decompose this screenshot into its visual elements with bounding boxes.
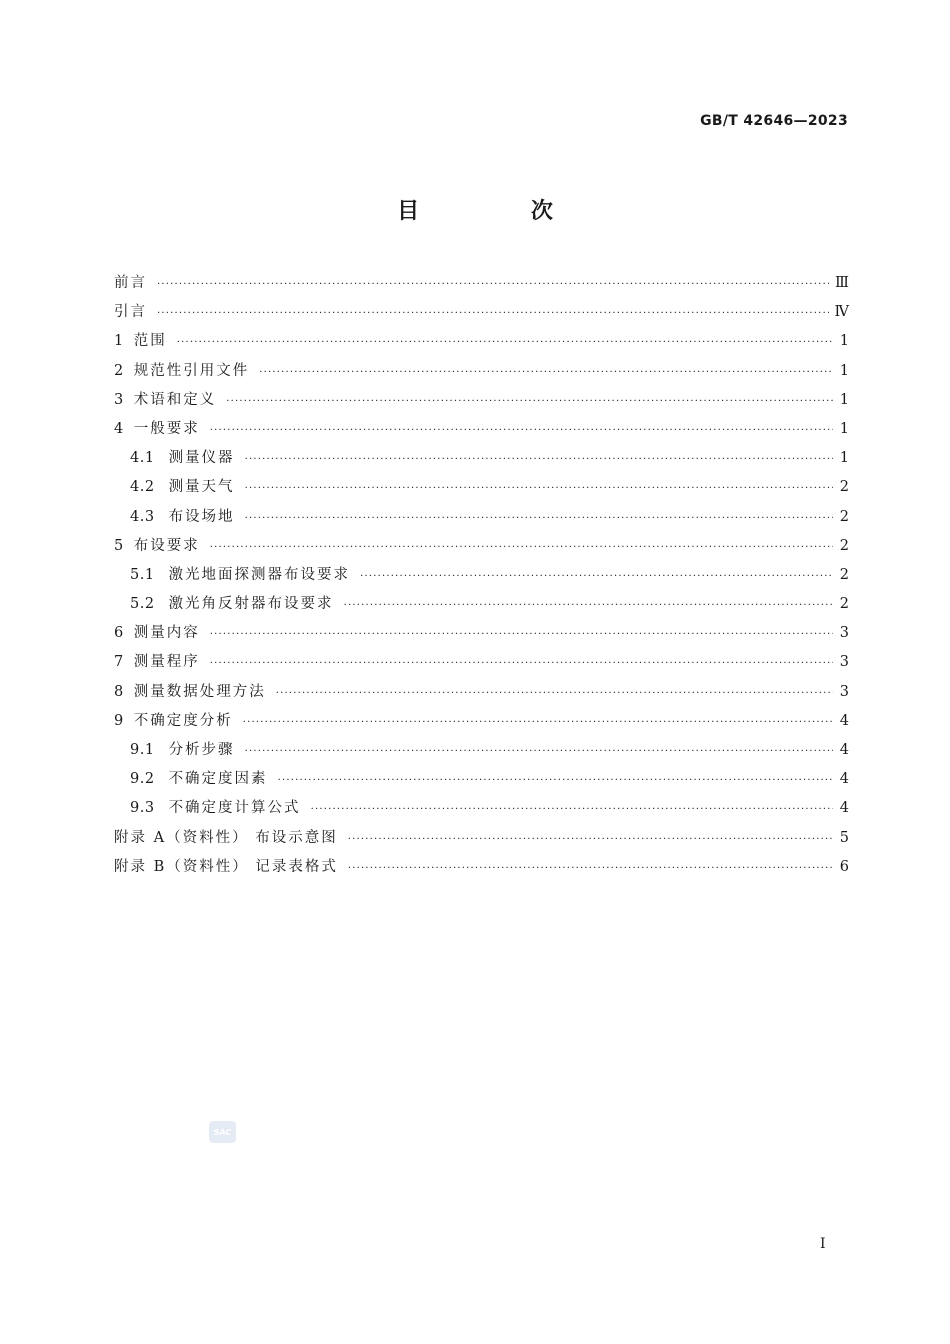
toc-entry[interactable]	[114, 736, 849, 765]
dot-leader	[278, 766, 833, 795]
toc-entry-label: 激光角反射器布设要求	[168, 596, 334, 613]
toc-entry-page: 2	[839, 596, 849, 613]
dot-leader	[360, 562, 833, 591]
dot-leader	[245, 445, 833, 474]
toc-entry[interactable]	[114, 853, 849, 882]
toc-entry-label: 分析步骤	[168, 742, 235, 758]
toc-entry-page: 2	[839, 537, 849, 554]
dot-leader	[210, 620, 833, 649]
toc-entry-label: 术语和定义	[133, 391, 217, 408]
toc-entry-number: 9.1	[130, 742, 155, 758]
toc-entry-number: 9	[114, 712, 124, 729]
toc-entry-page: 3	[839, 683, 849, 700]
toc-title: 目 次	[397, 199, 605, 224]
toc-entry-page: 4	[839, 742, 849, 758]
toc-entry-label: 测量内容	[133, 625, 200, 642]
toc-entry-label: 布设要求	[133, 537, 200, 554]
toc-entry-label: 附录 A（资料性） 布设示意图	[114, 829, 338, 846]
toc-entry-number: 5	[114, 537, 124, 554]
dot-leader	[259, 358, 833, 387]
toc-entry-number: 7	[114, 654, 124, 671]
dot-leader	[177, 328, 833, 357]
dot-leader	[348, 825, 833, 854]
toc-entry-page: 2	[839, 566, 849, 583]
toc-entry-label: 不确定度计算公式	[168, 800, 301, 817]
toc-entry-number: 4	[114, 420, 124, 437]
dot-leader	[210, 649, 833, 678]
toc-entry-label: 布设场地	[168, 508, 235, 525]
toc-entry-label: 不确定度因素	[168, 771, 268, 788]
dot-leader	[210, 533, 833, 562]
toc-entry[interactable]	[114, 503, 849, 532]
toc-entry-page: 1	[839, 391, 849, 408]
toc-entry[interactable]	[114, 357, 849, 386]
dot-leader	[157, 270, 829, 299]
toc-entry-number: 5.2	[130, 596, 155, 613]
toc-entry-number: 2	[114, 362, 124, 379]
page-folio: Ⅰ	[820, 1236, 826, 1252]
toc-entry-number: 4.2	[130, 479, 155, 496]
dot-leader	[245, 737, 833, 766]
toc-entry-label: 规范性引用文件	[133, 362, 250, 379]
table-of-contents	[114, 269, 849, 882]
toc-entry[interactable]	[114, 765, 849, 794]
toc-entry-label: 范围	[133, 333, 167, 350]
toc-entry-number: 5.1	[130, 566, 155, 583]
toc-entry-page: 4	[839, 771, 849, 788]
toc-entry-label: 激光地面探测器布设要求	[168, 566, 351, 583]
toc-entry-label: 测量数据处理方法	[133, 683, 266, 700]
toc-entry-page: 5	[839, 829, 849, 846]
dot-leader	[348, 854, 833, 883]
toc-entry-page: 1	[839, 333, 849, 350]
toc-entry-page: Ⅲ	[835, 275, 849, 291]
toc-entry[interactable]	[114, 678, 849, 707]
toc-entry-page: 4	[839, 800, 849, 817]
toc-entry-label: 引言	[114, 304, 147, 321]
toc-entry-label: 前言	[114, 275, 147, 291]
toc-entry-label: 不确定度分析	[133, 712, 233, 729]
toc-entry-page: 2	[839, 508, 849, 525]
toc-entry-label: 测量程序	[133, 654, 200, 671]
toc-entry[interactable]	[114, 298, 849, 327]
dot-leader	[344, 591, 833, 620]
toc-entry[interactable]	[114, 327, 849, 356]
toc-entry-page: Ⅳ	[834, 304, 849, 321]
toc-entry-number: 4.1	[130, 450, 155, 467]
toc-entry-label: 测量仪器	[168, 450, 235, 467]
toc-entry[interactable]	[114, 619, 849, 648]
toc-entry-page: 4	[839, 712, 849, 729]
toc-entry[interactable]	[114, 532, 849, 561]
toc-entry-page: 1	[839, 420, 849, 437]
toc-entry[interactable]	[114, 824, 849, 853]
dot-leader	[157, 299, 829, 328]
toc-entry[interactable]	[114, 415, 849, 444]
toc-entry[interactable]	[114, 707, 849, 736]
dot-leader	[245, 504, 833, 533]
toc-entry[interactable]	[114, 444, 849, 473]
dot-leader	[210, 416, 833, 445]
toc-entry[interactable]	[114, 590, 849, 619]
toc-entry-page: 2	[839, 479, 849, 496]
dot-leader	[245, 474, 833, 503]
toc-entry-page: 1	[839, 362, 849, 379]
toc-entry-page: 3	[839, 625, 849, 642]
toc-entry-number: 9.3	[130, 800, 155, 817]
toc-entry-page: 1	[839, 450, 849, 467]
toc-entry-label: 一般要求	[133, 420, 200, 437]
toc-entry[interactable]	[114, 269, 849, 298]
toc-entry[interactable]	[114, 473, 849, 502]
toc-entry-label: 测量天气	[168, 479, 235, 496]
toc-entry-number: 9.2	[130, 771, 155, 788]
toc-entry-page: 6	[839, 858, 849, 875]
toc-entry-number: 3	[114, 391, 124, 408]
toc-entry[interactable]	[114, 561, 849, 590]
toc-entry-number: 6	[114, 625, 124, 642]
dot-leader	[276, 679, 833, 708]
toc-entry-label: 附录 B（资料性） 记录表格式	[114, 858, 338, 875]
toc-entry[interactable]	[114, 794, 849, 823]
dot-leader	[243, 708, 833, 737]
toc-entry-page: 3	[839, 654, 849, 671]
sac-watermark-logo: SAC	[209, 1121, 236, 1143]
toc-entry-number: 8	[114, 683, 124, 700]
dot-leader	[311, 795, 833, 824]
toc-entry-number: 4.3	[130, 508, 155, 525]
dot-leader	[226, 387, 833, 416]
toc-entry[interactable]	[114, 386, 849, 415]
standard-code: GB/T 42646—2023	[700, 113, 848, 129]
toc-entry[interactable]	[114, 648, 849, 677]
toc-entry-number: 1	[114, 333, 124, 350]
